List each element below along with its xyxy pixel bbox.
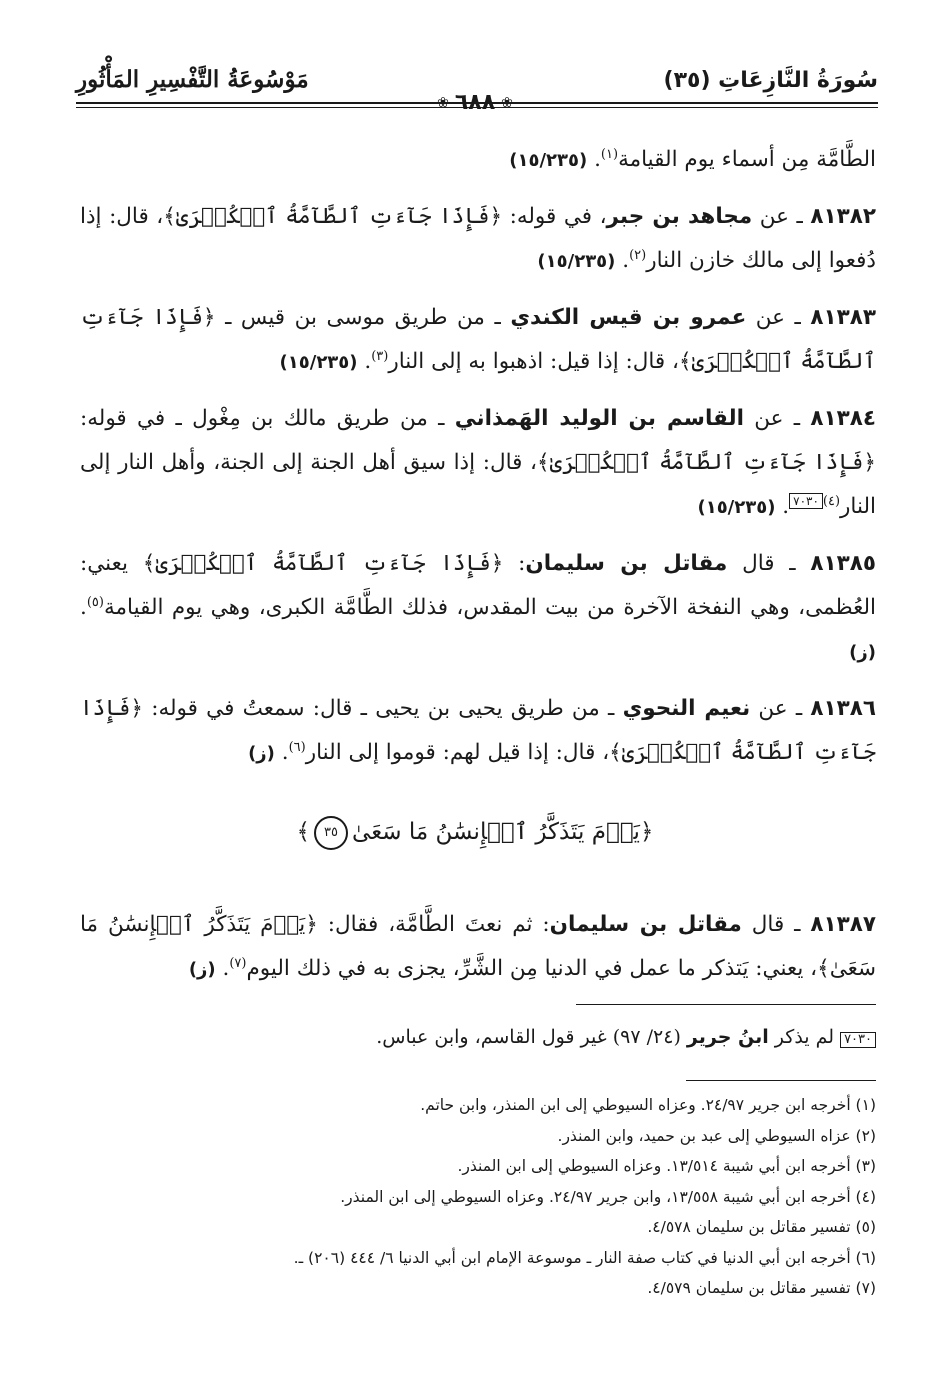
- ornament-icon: ❀: [437, 95, 449, 111]
- volume-reference: (١٥/٢٣٥): [509, 150, 588, 171]
- quran-quote: ﴿فَإِذَا جَآءَتِ ٱلطَّآمَّةُ ٱلۡكُبۡرَىٰ﴾: [80, 696, 876, 765]
- ornament-icon: ❀: [501, 95, 513, 111]
- footnote-marker: (١): [600, 146, 619, 162]
- entry-paragraph: ٨١٣٨٧ ـ قال مقاتل بن سليمان: ثم نعتَ الطَّامَّة، فقال: ﴿يَوۡمَ يَتَذَكَّرُ ٱلۡإِنسَٰنُ مَا سَعَىٰ﴾، يعني: يَتذكر ما عمل في الدنيا مِن الشَّرِّ، يجزى به في ذلك اليوم$^{(٧)}$. (ز): [80, 912, 876, 981]
- footnote: (٧) تفسير مقاتل بن سليمان ٤/٥٧٩.: [647, 1279, 876, 1297]
- verse-heading: ﴿يَوۡمَ يَتَذَكَّرُ ٱلۡإِنسَٰنُ مَا سَعَىٰ٣٥﴾: [0, 816, 950, 850]
- entry-number: ٨١٣٨٦: [810, 696, 876, 721]
- footnotes-divider: [686, 1080, 876, 1081]
- footnote: (٢) عزاه السيوطي إلى عبد بن حميد، وابن المنذر.: [557, 1126, 876, 1145]
- quran-quote: ﴿فَإِذَا جَآءَتِ ٱلطَّآمَّةُ ٱلۡكُبۡرَىٰ﴾: [80, 305, 876, 374]
- volume-reference: (١٥/٢٣٥): [697, 497, 776, 518]
- quran-quote: ﴿يَوۡمَ يَتَذَكَّرُ ٱلۡإِنسَٰنُ مَا سَعَىٰ﴾: [80, 912, 876, 981]
- entry-number: ٨١٣٨٢: [810, 204, 876, 229]
- editor-note-marker[interactable]: ٧٠٣٠: [789, 493, 823, 509]
- editor-note-divider: [576, 1004, 876, 1005]
- source-reference: (ز): [188, 959, 216, 980]
- volume-reference: (١٥/٢٣٥): [537, 251, 616, 272]
- footnote-marker: (٤): [822, 493, 841, 509]
- entry-number: ٨١٣٨٣: [810, 305, 877, 330]
- opening-text: الطَّامَّة مِن أسماء يوم القيامة: [618, 147, 876, 172]
- entry-number: ٨١٣٨٥: [810, 551, 877, 576]
- page-number-line: [0, 90, 950, 115]
- narrator-name: مقاتل بن سليمان: [549, 912, 742, 937]
- footnote-marker: (٥): [86, 594, 104, 610]
- entry-paragraph: ٨١٣٨٥ ـ قال مقاتل بن سليمان: ﴿فَإِذَا جَآءَتِ ٱلطَّآمَّةُ ٱلۡكُبۡرَىٰ﴾ يعني: العُظمى، وهي النفخة الآخرة من بيت المقدس، فذلك الطَّامَّة الكبرى، وهي يوم القيامة$^{(٥)}$. (ز): [80, 551, 877, 663]
- editor-note-number: ٧٠٣٠: [840, 1032, 876, 1048]
- narrator-name: مجاهد بن جبر: [606, 204, 753, 229]
- footnote-marker: (٢): [629, 247, 647, 263]
- footnote: (٣) أخرجه ابن أبي شيبة ١٣/٥١٤. وعزاه السيوطي إلى ابن المنذر.: [457, 1157, 876, 1175]
- footnotes: [80, 1090, 876, 1304]
- narrator-name: القاسم بن الوليد الهَمذاني: [454, 406, 744, 431]
- footnote-marker: (٦): [288, 739, 306, 755]
- volume-reference: (١٥/٢٣٥): [279, 352, 358, 373]
- footnote: (١) أخرجه ابن جرير ٢٤/٩٧. وعزاه السيوطي إلى ابن المنذر، وابن حاتم.: [420, 1096, 876, 1114]
- footnote-marker: (٧): [229, 955, 247, 971]
- verse-text: ﴿يَوۡمَ يَتَذَكَّرُ ٱلۡإِنسَٰنُ مَا سَعَىٰ: [352, 819, 654, 845]
- entry-paragraph: ٨١٣٨٤ ـ عن القاسم بن الوليد الهَمذاني ـ من طريق مالك بن مِغْول ـ في قوله: ﴿فَإِذَا جَآءَتِ ٱلطَّآمَّةُ ٱلۡكُبۡرَىٰ﴾، قال: إذا سيق أهل الجنة إلى الجنة، وأهل النار إلى النار$^{(٤)}$٧٠٣٠. (١٥/٢٣٥): [80, 406, 876, 519]
- book-title: مَوْسُوعَةُ التَّفْسِيرِ المَأْثُورِ: [76, 66, 309, 93]
- narrator-name: عمرو بن قيس الكندي: [510, 305, 747, 330]
- footnote: (٥) تفسير مقاتل بن سليمان ٤/٥٧٨.: [647, 1218, 876, 1236]
- ayah-number-badge: ٣٥: [314, 816, 348, 850]
- narrator-name: مقاتل بن سليمان: [525, 551, 728, 576]
- entry-paragraph: ٨١٣٨٣ ـ عن عمرو بن قيس الكندي ـ من طريق موسى بن قيس ـ ﴿فَإِذَا جَآءَتِ ٱلطَّآمَّةُ ٱلۡكُبۡرَىٰ﴾، قال: إذا قيل: اذهبوا به إلى النار$^{(٣)}$. (١٥/٢٣٥): [80, 305, 877, 374]
- main-text-after-verse: [80, 903, 876, 1002]
- page-number: ٦٨٨: [454, 90, 496, 115]
- entry-number: ٨١٣٨٧: [810, 912, 876, 937]
- main-text: [80, 138, 876, 786]
- quran-quote: ﴿فَإِذَا جَآءَتِ ٱلطَّآمَّةُ ٱلۡكُبۡرَىٰ﴾: [536, 450, 876, 475]
- quran-quote: ﴿فَإِذَا جَآءَتِ ٱلطَّآمَّةُ ٱلۡكُبۡرَىٰ﴾: [142, 551, 504, 576]
- entry-number: ٨١٣٨٤: [810, 406, 876, 431]
- footnote-marker: (٣): [371, 348, 389, 364]
- source-reference: (ز): [248, 743, 275, 764]
- entry-paragraph: ٨١٣٨٦ ـ عن نعيم النحوي ـ من طريق يحيى بن يحيى ـ قال: سمعتُ في قوله: ﴿فَإِذَا جَآءَتِ ٱلطَّآمَّةُ ٱلۡكُبۡرَىٰ﴾، قال: إذا قيل لهم: قوموا إلى النار$^{(٦)}$. (ز): [80, 696, 876, 765]
- footnote: (٤) أخرجه ابن أبي شيبة ١٣/٥٥٨، وابن جرير ٢٤/٩٧. وعزاه السيوطي إلى ابن المنذر.: [340, 1187, 876, 1206]
- source-reference: (ز): [849, 642, 876, 663]
- editor-note-name: ابنُ جرير: [686, 1026, 769, 1048]
- editor-note: ٧٠٣٠لم يذكر ابنُ جرير (٢٤/ ٩٧) غير قول القاسم، وابن عباس.: [80, 1022, 876, 1052]
- narrator-name: نعيم النحوي: [622, 696, 751, 721]
- surah-title: سُورَةُ النَّازِعَاتِ (٣٥): [663, 68, 878, 93]
- quran-quote: ﴿فَإِذَا جَآءَتِ ٱلطَّآمَّةُ ٱلۡكُبۡرَىٰ﴾: [163, 204, 503, 229]
- opening-paragraph: الطَّامَّة مِن أسماء يوم القيامة$^{(١)}$. (١٥/٢٣٥): [509, 146, 876, 172]
- entry-paragraph: ٨١٣٨٢ ـ عن مجاهد بن جبر، في قوله: ﴿فَإِذَا جَآءَتِ ٱلطَّآمَّةُ ٱلۡكُبۡرَىٰ﴾، قال: إذا دُفعوا إلى مالك خازن النار$^{(٢)}$. (١٥/٢٣٥): [80, 204, 876, 273]
- footnote: (٦) أخرجه ابن أبي الدنيا في كتاب صفة النار ـ موسوعة الإمام ابن أبي الدنيا ٦/ ٤٤٤ (٢٠٦) ـ.: [293, 1248, 876, 1267]
